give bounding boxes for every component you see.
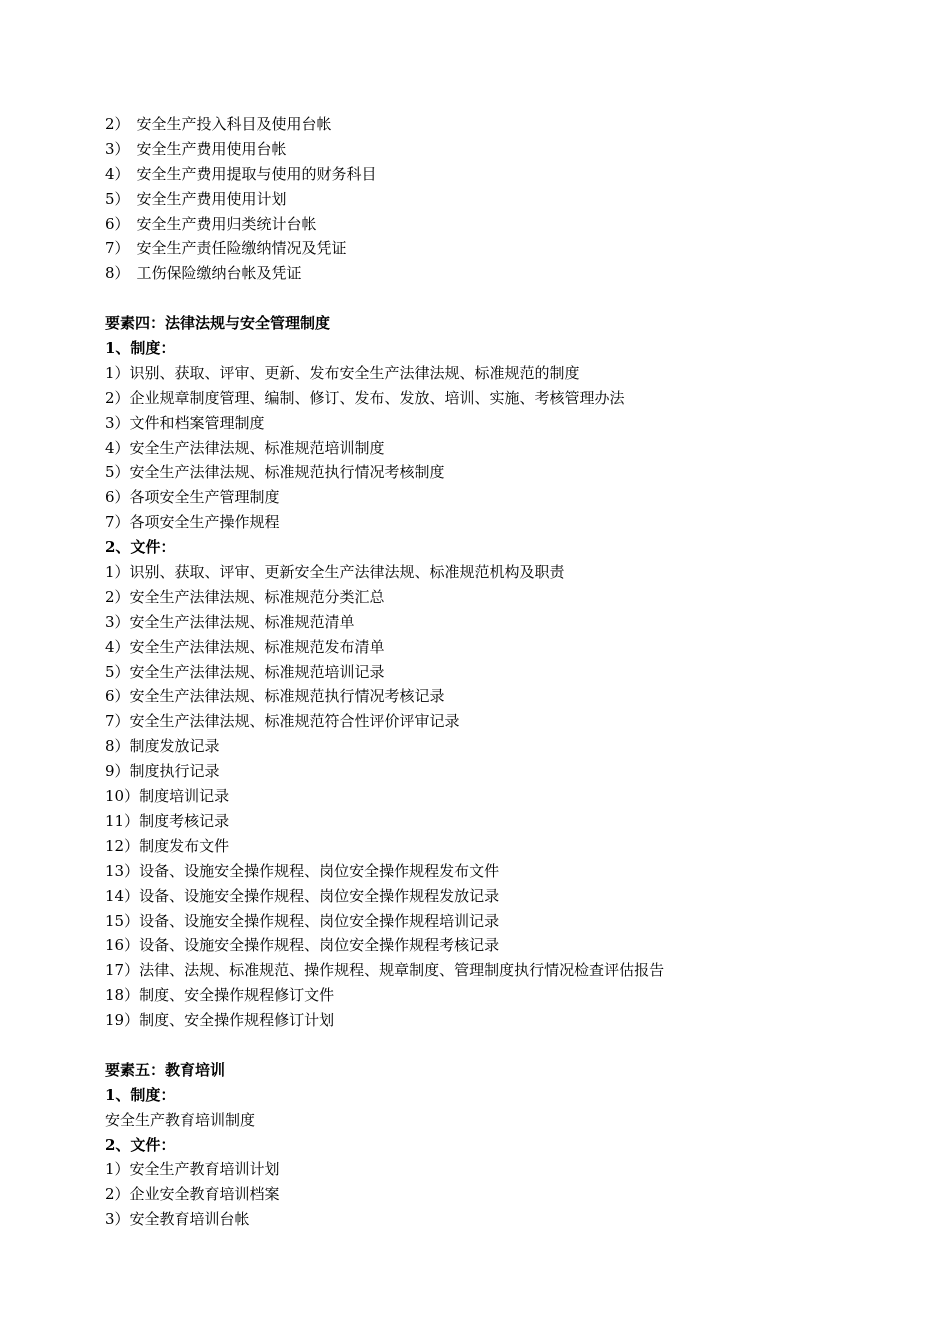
item-number: 15） xyxy=(105,911,140,930)
list-item xyxy=(105,1207,865,1232)
item-text: 安全生产费用使用台帐 xyxy=(136,139,287,158)
item-number: 8） xyxy=(105,264,130,283)
list-item xyxy=(105,1008,865,1033)
item-text: 识别、获取、评审、更新安全生产法律法规、标准规范机构及职责 xyxy=(129,563,565,582)
list-item xyxy=(105,460,865,485)
section3-list xyxy=(105,112,865,286)
item-text: 制度执行记录 xyxy=(129,762,220,781)
item-text: 工伤保险缴纳台帐及凭证 xyxy=(136,264,302,283)
section4-file-list xyxy=(105,560,865,1033)
list-item xyxy=(105,485,865,510)
item-text: 安全生产投入科目及使用台帐 xyxy=(136,115,332,133)
list-item xyxy=(105,809,865,834)
item-number: 13） xyxy=(105,861,140,880)
item-number: 11） xyxy=(105,811,140,830)
list-item xyxy=(105,909,865,934)
item-text: 安全生产法律法规、标准规范执行情况考核记录 xyxy=(129,687,445,706)
item-text: 设备、设施安全操作规程、岗位安全操作规程培训记录 xyxy=(139,911,500,930)
item-number: 7） xyxy=(105,712,130,731)
item-text: 企业安全教育培训档案 xyxy=(129,1185,280,1204)
item-number: 1） xyxy=(105,363,130,382)
item-text: 制度培训记录 xyxy=(139,787,230,806)
item-text: 安全生产费用使用计划 xyxy=(136,189,287,208)
list-item xyxy=(105,859,865,884)
item-number: 3） xyxy=(105,413,130,432)
list-item xyxy=(105,1157,865,1182)
list-item xyxy=(105,610,865,635)
list-item xyxy=(105,759,865,784)
item-number: 7） xyxy=(105,239,130,258)
list-item xyxy=(105,709,865,734)
item-text: 法律、法规、标准规范、操作规程、规章制度、管理制度执行情况检查评估报告 xyxy=(139,961,665,980)
item-number: 7） xyxy=(105,513,130,532)
item-number: 5） xyxy=(105,189,130,208)
item-number: 1） xyxy=(105,563,130,582)
list-item xyxy=(105,635,865,660)
item-text: 文件和档案管理制度 xyxy=(129,413,265,432)
item-number: 3） xyxy=(105,139,130,158)
list-item xyxy=(105,734,865,759)
document-page xyxy=(105,112,865,1232)
list-item xyxy=(105,411,865,436)
list-item xyxy=(105,958,865,983)
item-number: 18） xyxy=(105,986,140,1005)
list-item xyxy=(105,784,865,809)
item-text: 设备、设施安全操作规程、岗位安全操作规程发放记录 xyxy=(139,886,500,905)
list-item xyxy=(105,660,865,685)
item-number: 3） xyxy=(105,1210,130,1229)
spacer xyxy=(105,286,865,311)
item-number: 6） xyxy=(105,687,130,706)
item-text: 安全生产法律法规、标准规范符合性评价评审记录 xyxy=(129,712,460,731)
item-number: 2） xyxy=(105,115,130,133)
section4-file-label: 2、文件： xyxy=(105,538,176,557)
list-item xyxy=(105,361,865,386)
section5 xyxy=(105,1058,865,1232)
item-text: 安全生产法律法规、标准规范清单 xyxy=(129,612,355,631)
list-item xyxy=(105,236,865,261)
item-number: 10） xyxy=(105,787,140,806)
section5-file-label: 2、文件： xyxy=(105,1135,176,1154)
list-item xyxy=(105,137,865,162)
list-item xyxy=(105,510,865,535)
section5-system-text: 安全生产教育培训制度 xyxy=(105,1110,256,1129)
list-item xyxy=(105,585,865,610)
list-item xyxy=(105,112,865,137)
item-number: 17） xyxy=(105,961,140,980)
item-text: 设备、设施安全操作规程、岗位安全操作规程发布文件 xyxy=(139,861,500,880)
item-number: 4） xyxy=(105,637,130,656)
item-number: 4） xyxy=(105,164,130,183)
item-text: 各项安全生产操作规程 xyxy=(129,513,280,532)
item-text: 安全生产法律法规、标准规范培训记录 xyxy=(129,662,385,681)
list-item xyxy=(105,884,865,909)
item-number: 2） xyxy=(105,388,130,407)
item-number: 5） xyxy=(105,463,130,482)
item-number: 2） xyxy=(105,1185,130,1204)
item-text: 设备、设施安全操作规程、岗位安全操作规程考核记录 xyxy=(139,936,500,955)
list-item xyxy=(105,1182,865,1207)
list-item xyxy=(105,933,865,958)
item-text: 安全生产费用提取与使用的财务科目 xyxy=(136,164,377,183)
item-number: 3） xyxy=(105,612,130,631)
section5-heading: 要素五：教育培训 xyxy=(105,1060,226,1079)
list-item xyxy=(105,436,865,461)
section5-system-label: 1、制度： xyxy=(105,1085,176,1104)
item-text: 安全生产教育培训计划 xyxy=(129,1160,280,1179)
item-number: 9） xyxy=(105,762,130,781)
item-text: 安全生产法律法规、标准规范分类汇总 xyxy=(129,587,385,606)
list-item xyxy=(105,560,865,585)
item-number: 19） xyxy=(105,1011,140,1030)
section4-system-list xyxy=(105,361,865,535)
section5-file-list xyxy=(105,1157,865,1232)
item-text: 制度发放记录 xyxy=(129,737,220,756)
section4-heading: 要素四：法律法规与安全管理制度 xyxy=(105,314,331,333)
item-number: 12） xyxy=(105,836,140,855)
item-number: 14） xyxy=(105,886,140,905)
item-text: 安全教育培训台帐 xyxy=(129,1210,250,1229)
item-number: 5） xyxy=(105,662,130,681)
list-item xyxy=(105,261,865,286)
item-number: 2） xyxy=(105,587,130,606)
item-text: 制度发布文件 xyxy=(139,836,230,855)
item-text: 制度、安全操作规程修订文件 xyxy=(139,986,335,1005)
section4-system-label: 1、制度： xyxy=(105,339,176,358)
item-number: 4） xyxy=(105,438,130,457)
spacer xyxy=(105,1033,865,1058)
item-text: 制度、安全操作规程修订计划 xyxy=(139,1011,335,1030)
item-number: 16） xyxy=(105,936,140,955)
item-text: 安全生产费用归类统计台帐 xyxy=(136,214,317,233)
item-text: 安全生产法律法规、标准规范培训制度 xyxy=(129,438,385,457)
item-text: 安全生产法律法规、标准规范执行情况考核制度 xyxy=(129,463,445,482)
item-text: 安全生产责任险缴纳情况及凭证 xyxy=(136,239,347,258)
item-text: 安全生产法律法规、标准规范发布清单 xyxy=(129,637,385,656)
item-number: 6） xyxy=(105,214,130,233)
section4 xyxy=(105,311,865,1033)
item-text: 制度考核记录 xyxy=(139,811,230,830)
list-item xyxy=(105,187,865,212)
list-item xyxy=(105,983,865,1008)
list-item xyxy=(105,212,865,237)
item-number: 1） xyxy=(105,1160,130,1179)
item-text: 各项安全生产管理制度 xyxy=(129,488,280,507)
list-item xyxy=(105,386,865,411)
item-number: 6） xyxy=(105,488,130,507)
list-item xyxy=(105,684,865,709)
item-number: 8） xyxy=(105,737,130,756)
item-text: 企业规章制度管理、编制、修订、发布、发放、培训、实施、考核管理办法 xyxy=(129,388,625,407)
list-item xyxy=(105,834,865,859)
list-item xyxy=(105,162,865,187)
item-text: 识别、获取、评审、更新、发布安全生产法律法规、标准规范的制度 xyxy=(129,363,580,382)
